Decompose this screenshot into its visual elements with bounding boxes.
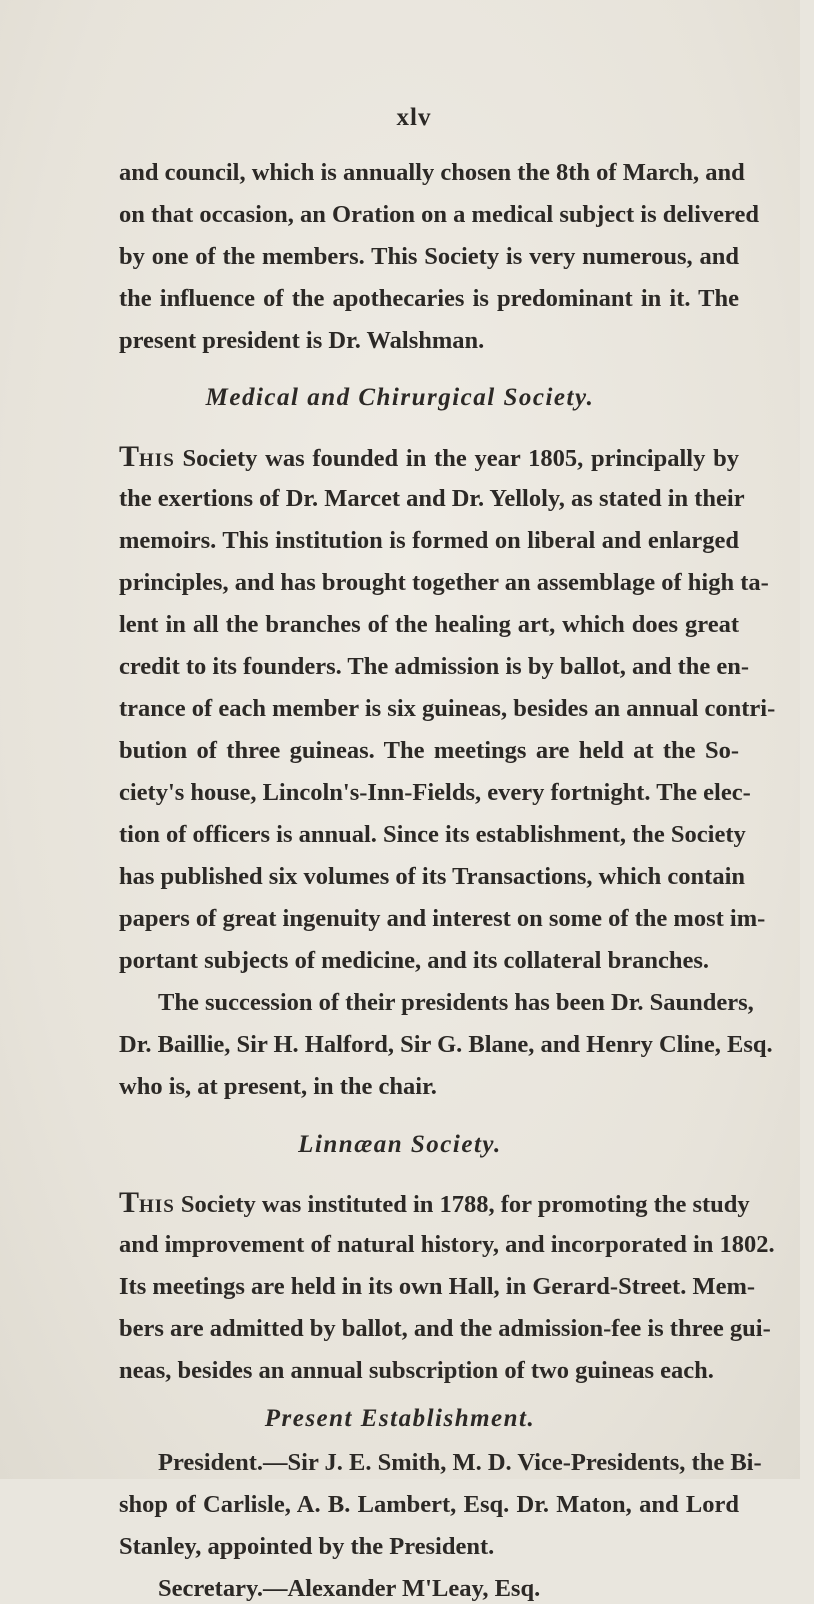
medical-line: the exertions of Dr. Marcet and Dr. Yelloly, as stated in their (119, 485, 745, 512)
linnean-line: and improvement of natural history, and incorporated in 1802. (119, 1231, 775, 1258)
first-line-text: Society was instituted in 1788, for promoting the study (180, 1191, 750, 1218)
establishment-line: President.—Sir J. E. Smith, M. D. Vice-Presidents, the Bi- (158, 1449, 762, 1476)
medical-line: has published six volumes of its Transactions, which contain (119, 863, 746, 890)
establishment-overflow-clip (0, 1440, 800, 1602)
establishment-line: shop of Carlisle, A. B. Lambert, Esq. Dr. Maton, and Lord (119, 1491, 739, 1518)
linnean-line: neas, besides an annual subscription of two guineas each. (119, 1357, 714, 1384)
intro-line: and council, which is annually chosen the 8th of March, and (119, 159, 745, 186)
medical-line: bution of three guineas. The meetings are held at the So- (119, 737, 739, 764)
small-caps: HIS (139, 450, 175, 471)
medical-line: memoirs. This institution is formed on liberal and enlarged (119, 527, 739, 554)
intro-line: present president is Dr. Walshman. (119, 327, 485, 354)
linnean-line: bers are admitted by ballot, and the admission-fee is three gui- (119, 1315, 771, 1342)
medical-presidents-line: The succession of their presidents has been Dr. Saunders, (158, 989, 754, 1016)
section-heading-linnean: Linnæan Society. (298, 1131, 502, 1158)
medical-line: lent in all the branches of the healing art, which does great (119, 611, 739, 638)
intro-line: on that occasion, an Oration on a medical subject is delivered (119, 201, 759, 228)
medical-first-line (119, 442, 739, 476)
small-caps: HIS (139, 1196, 175, 1217)
intro-line: by one of the members. This Society is very numerous, and (119, 243, 739, 270)
medical-line: ciety's house, Lincoln's-Inn-Fields, every fortnight. The elec- (119, 779, 751, 806)
medical-presidents-line: Dr. Baillie, Sir H. Halford, Sir G. Blane, and Henry Cline, Esq. (119, 1031, 773, 1058)
medical-line: tion of officers is annual. Since its establishment, the Society (119, 821, 746, 848)
drop-cap: T (119, 440, 140, 473)
first-line-text: Society was founded in the year 1805, principally by (182, 445, 739, 472)
medical-line: trance of each member is six guineas, besides an annual contri- (119, 695, 776, 722)
establishment-line: Stanley, appointed by the President. (119, 1533, 495, 1560)
drop-cap: T (119, 1186, 140, 1219)
medical-line: portant subjects of medicine, and its collateral branches. (119, 947, 709, 974)
medical-presidents-line: who is, at present, in the chair. (119, 1073, 437, 1100)
establishment-line: Secretary.—Alexander M'Leay, Esq. (158, 1575, 541, 1602)
linnean-first-line (119, 1186, 750, 1222)
section-heading-establishment: Present Establishment. (264, 1405, 536, 1432)
medical-line: credit to its founders. The admission is by ballot, and the en- (119, 653, 750, 680)
intro-line: the influence of the apothecaries is predominant in it. The (119, 285, 739, 312)
linnean-line: Its meetings are held in its own Hall, in Gerard-Street. Mem- (119, 1273, 756, 1300)
medical-line: papers of great ingenuity and interest on some of the most im- (119, 905, 766, 932)
section-heading-medical: Medical and Chirurgical Society. (205, 384, 595, 411)
page-number: xlv (396, 104, 432, 131)
medical-line: principles, and has brought together an assemblage of high ta- (119, 569, 769, 596)
